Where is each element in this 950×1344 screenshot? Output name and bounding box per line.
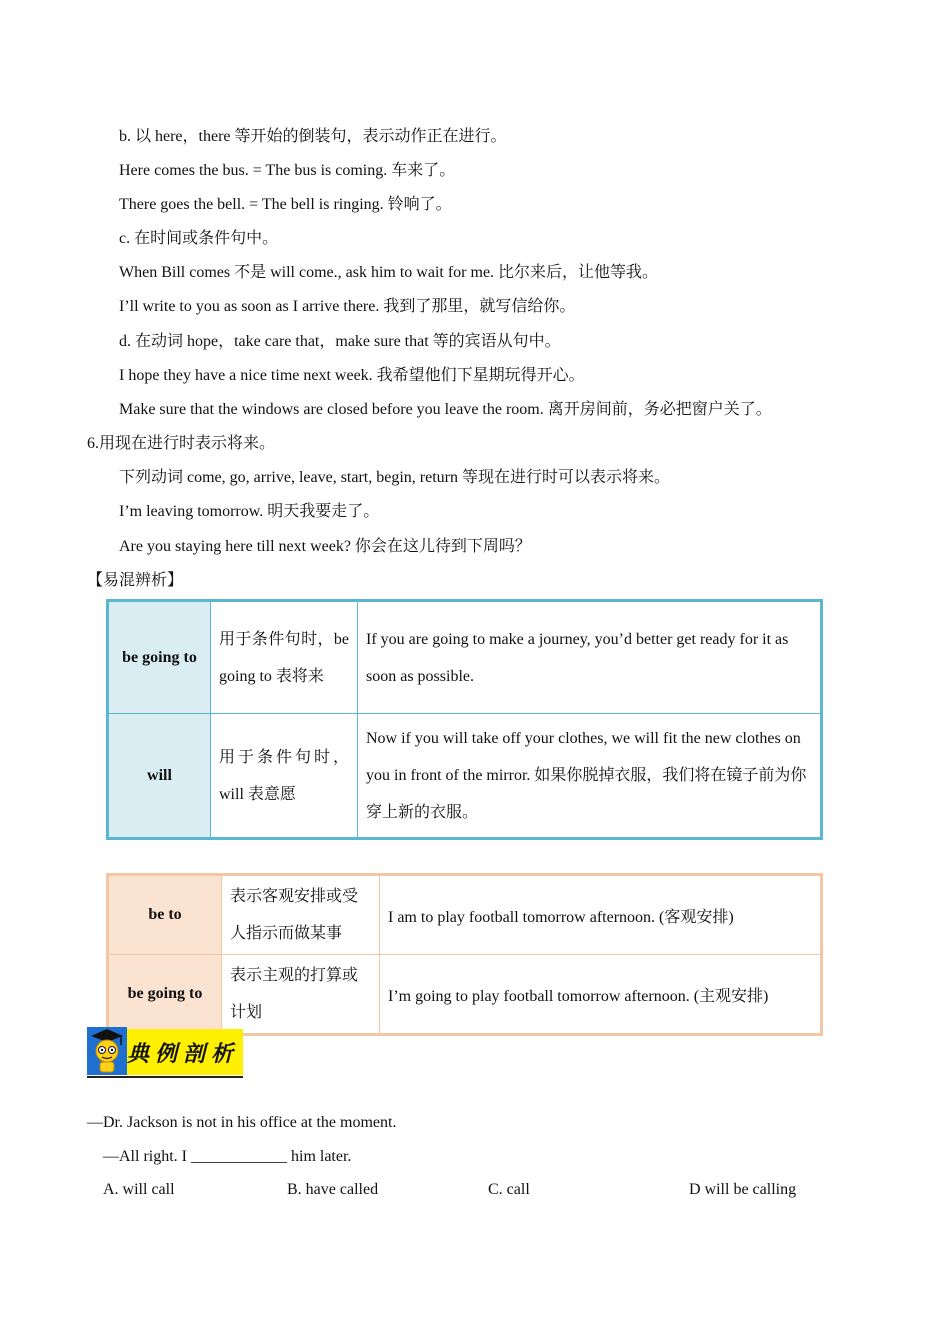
option-d[interactable]: D will be calling bbox=[689, 1181, 797, 1198]
confusion-heading: 【易混辨析】 bbox=[87, 572, 184, 589]
example-cell: If you are going to make a journey, you’d better get ready for it as soon as possible. bbox=[358, 602, 821, 714]
option-c[interactable]: C. call bbox=[488, 1181, 530, 1198]
table-row bbox=[109, 714, 821, 838]
table-row bbox=[109, 955, 821, 1034]
usage-cell: 表示客观安排或受人指示而做某事 bbox=[222, 876, 380, 955]
note-d-title: d. 在动词 hope，take care that，make sure that 等的宾语从句中。 bbox=[119, 333, 561, 350]
option-a[interactable]: A. will call bbox=[103, 1181, 175, 1198]
term-cell: will bbox=[109, 714, 211, 838]
term-cell: be going to bbox=[109, 602, 211, 714]
comparison-table-be-to bbox=[108, 875, 821, 1034]
section-6-description: 下列动词 come, go, arrive, leave, start, begin, return 等现在进行时可以表示将来。 bbox=[119, 469, 671, 486]
question-line-1: —Dr. Jackson is not in his office at the moment. bbox=[87, 1114, 397, 1131]
usage-cell: 用于条件句时，be going to 表将来 bbox=[211, 602, 358, 714]
note-b-title: b. 以 here，there 等开始的倒装句，表示动作正在进行。 bbox=[119, 128, 507, 145]
note-d-example-1: I hope they have a nice time next week. 我希望他们下星期玩得开心。 bbox=[119, 367, 585, 384]
mascot-icon bbox=[87, 1027, 127, 1075]
term-cell: be to bbox=[109, 876, 222, 955]
section-6-title: 6.用现在进行时表示将来。 bbox=[87, 435, 276, 452]
note-c-example-1: When Bill comes 不是 will come., ask him to wait for me. 比尔来后，让他等我。 bbox=[119, 264, 659, 281]
example-cell: I am to play football tomorrow afternoon. (客观安排) bbox=[380, 876, 821, 955]
example-cell: Now if you will take off your clothes, we will fit the new clothes on you in front of the mirror. 如果你脱掉衣服，我们将在镜子前为你穿上新的衣服。 bbox=[358, 714, 821, 838]
example-analysis-badge bbox=[87, 1027, 243, 1079]
note-c-example-2: I’ll write to you as soon as I arrive there. 我到了那里，就写信给你。 bbox=[119, 298, 576, 315]
note-b-example-1: Here comes the bus. = The bus is coming. 车来了。 bbox=[119, 162, 456, 179]
note-d-example-2: Make sure that the windows are closed before you leave the room. 离开房间前，务必把窗户关了。 bbox=[119, 401, 772, 418]
question-line-2: —All right. I ____________ him later. bbox=[103, 1148, 352, 1165]
badge-label: 典例剖析 bbox=[127, 1042, 240, 1067]
section-6-example-2: Are you staying here till next week? 你会在这儿待到下周吗？ bbox=[119, 538, 531, 555]
table-row bbox=[109, 602, 821, 714]
section-6-example-1: I’m leaving tomorrow. 明天我要走了。 bbox=[119, 503, 380, 520]
note-c-title: c. 在时间或条件句中。 bbox=[119, 230, 279, 247]
usage-cell: 表示主观的打算或计划 bbox=[222, 955, 380, 1034]
badge-underline bbox=[87, 1076, 243, 1078]
option-b[interactable]: B. have called bbox=[287, 1181, 379, 1198]
usage-cell: 用于条件句时，will 表意愿 bbox=[211, 714, 358, 838]
term-cell: be going to bbox=[109, 955, 222, 1034]
note-b-example-2: There goes the bell. = The bell is ringing. 铃响了。 bbox=[119, 196, 452, 213]
example-cell: I’m going to play football tomorrow afternoon. (主观安排) bbox=[380, 955, 821, 1034]
comparison-table-will bbox=[108, 601, 821, 838]
table-row bbox=[109, 876, 821, 955]
